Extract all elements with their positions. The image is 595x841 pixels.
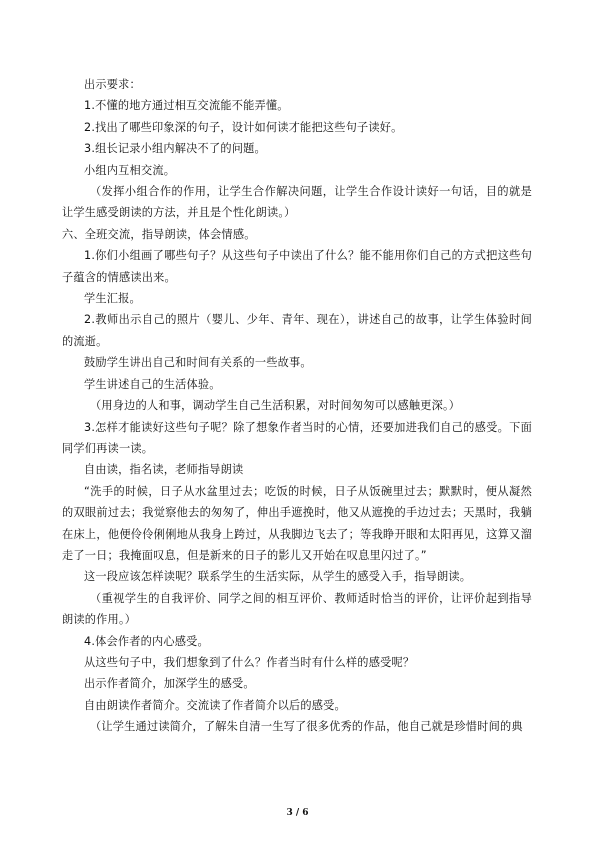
paragraph: 2.教师出示自己的照片（婴儿、少年、青年、现在），讲述自己的故事，让学生体验时间的流逝。	[62, 313, 532, 348]
paragraph: 2.找出了哪些印象深的句子，设计如何读才能把这些句子读好。	[84, 120, 403, 134]
paragraph: 1.不懂的地方通过相互交流能不能弄懂。	[84, 99, 289, 113]
paragraph: 自由朗读作者简介。交流读了作者简介以后的感受。	[84, 698, 346, 712]
paragraph: “洗手的时候，日子从水盆里过去；吃饭的时候，日子从饭碗里过去；默默时，便从凝然的双眼前过去；我觉察他去的匆匆了，伸出手遮挽时，他又从遮挽的手边过去；天黑时，我躺在床上，他便伶伶俐俐地从我身上跨过，从我脚边飞去了；等我睁开眼和太阳再见，这算又溜走了一日；我掩面叹息，但是新来的日子的影儿又开始在叹息里闪过了。”	[62, 484, 532, 562]
paragraph: 小组内互相交流。	[84, 163, 176, 177]
document-body	[62, 74, 532, 738]
paragraph: 出示要求：	[84, 78, 141, 91]
paragraph: 从这些句子中，我们想象到了什么？作者当时有什么样的感受呢？	[84, 655, 415, 669]
paragraph: （让学生通过读简介，了解朱自清一生写了很多优秀的作品，他自己就是珍惜时间的典	[90, 720, 523, 734]
paragraph: 自由读，指名读，老师指导朗读	[84, 463, 244, 477]
paragraph: 4.体会作者的内心感受。	[84, 634, 209, 648]
paragraph: 这一段应该怎样读呢？联系学生的生活实际，从学生的感受入手，指导朗读。	[84, 570, 472, 584]
paragraph: 3.组长记录小组内解决不了的问题。	[84, 142, 266, 156]
paragraph: 3.怎样才能读好这些句子呢？除了想象作者当时的心情，还要加进我们自己的感受。下面同学们再读一读。	[62, 420, 532, 455]
paragraph: 学生汇报。	[84, 292, 141, 306]
paragraph: 出示作者简介，加深学生的感受。	[84, 677, 255, 691]
paragraph: （重视学生的自我评价、同学之间的相互评价、教师适时恰当的评价，让评价起到指导朗读的作用。）	[62, 591, 532, 627]
paragraph: 鼓励学生讲出自己和时间有关系的一些故事。	[84, 356, 312, 370]
paragraph: （发挥小组合作的作用，让学生合作解决问题，让学生合作设计读好一句话，目的就是让学生感受朗读的方法，并且是个性化朗读。）	[62, 185, 532, 220]
paragraph: 六、全班交流，指导朗读，体会情感。	[62, 227, 256, 241]
paragraph: （用身边的人和事，调动学生自己生活积累，对时间匆匆可以感触更深。）	[90, 399, 461, 413]
paragraph: 1.你们小组画了哪些句子？从这些句子中读出了什么？能不能用你们自己的方式把这些句子蕴含的情感读出来。	[62, 249, 532, 284]
page-number: 3 / 6	[286, 808, 309, 818]
paragraph: 学生讲述自己的生活体验。	[84, 377, 221, 391]
